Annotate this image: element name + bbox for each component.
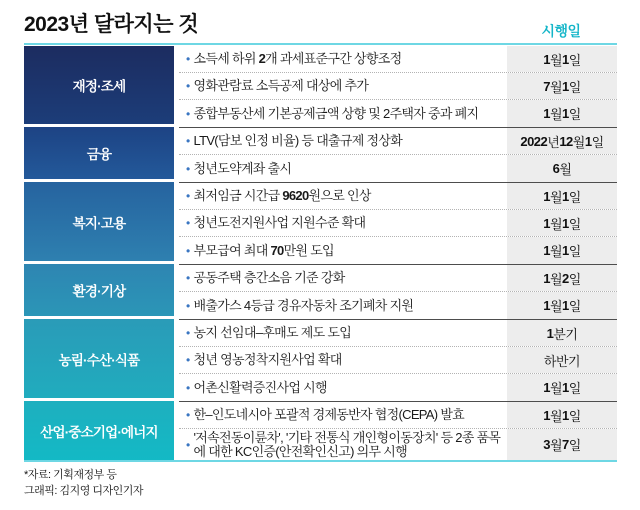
- table-row: [179, 292, 617, 319]
- bullet-icon: •: [186, 216, 190, 230]
- bullet-icon: •: [186, 437, 190, 452]
- date-text: 1: [543, 106, 550, 121]
- date-text: 7: [543, 78, 550, 94]
- date-text: 1: [562, 380, 569, 395]
- table-section: [24, 319, 617, 401]
- item-text: [194, 353, 342, 367]
- date-text: 월: [549, 52, 562, 68]
- date-text: 년: [547, 134, 560, 150]
- item-text-segment: 부모급여 최대: [193, 242, 271, 258]
- bullet-icon: •: [186, 408, 190, 422]
- item-cell: [179, 292, 505, 319]
- bullet-icon: •: [186, 353, 190, 367]
- date-text: 일: [568, 299, 581, 314]
- date-text: 1: [543, 380, 550, 395]
- date-text: 월: [549, 408, 562, 424]
- section-rows: [179, 46, 617, 127]
- item-text: [194, 299, 414, 313]
- item-text: [194, 271, 345, 285]
- item-text-segment: '저속전동이륜차', '기타 전통식 개인형이동장치' 등 2종 품목에 대한 KC인증(안전확인신고) 의무 시행: [193, 429, 501, 459]
- date-text: 월: [549, 216, 562, 232]
- item-text: [194, 381, 327, 395]
- date-text: 일: [568, 408, 581, 424]
- date-cell: [505, 402, 617, 428]
- item-cell: [179, 100, 505, 127]
- table-row: [179, 265, 617, 292]
- bullet-icon: •: [186, 161, 190, 176]
- item-text: [194, 162, 292, 176]
- item-cell: [179, 374, 505, 401]
- date-cell: [505, 429, 617, 460]
- date-text: 월: [549, 271, 562, 287]
- item-cell: [179, 155, 505, 182]
- date-text: 1: [543, 243, 550, 258]
- item-text-bold: 70: [270, 242, 284, 258]
- date-text: 1: [562, 51, 569, 67]
- category-cell: 농림·수산·식품: [24, 319, 174, 401]
- item-cell: [179, 429, 505, 460]
- date-text: 7: [562, 437, 569, 452]
- footer-divider: [24, 460, 617, 462]
- table-row: [179, 183, 617, 210]
- page-title: 2023년 달라지는 것: [24, 13, 199, 36]
- table-row: [179, 347, 617, 374]
- date-cell: [505, 100, 617, 127]
- item-cell: [179, 183, 505, 209]
- date-text: 월: [549, 299, 562, 314]
- date-text: 1: [562, 407, 569, 423]
- item-text: [194, 79, 369, 93]
- item-text-segment: 어촌신활력증진사업 시행: [193, 379, 327, 395]
- table-row: [179, 128, 617, 155]
- date-cell: [505, 347, 617, 373]
- item-text-segment: 영화관람료 소득공제 대상에 추가: [193, 78, 369, 93]
- item-text-segment: 종합부동산세 기본공제금액 상향 및 2주택자 중과 폐지: [193, 105, 479, 121]
- item-cell: [179, 210, 505, 236]
- item-text-segment: 원으로 인상: [308, 188, 371, 203]
- date-cell: [505, 292, 617, 319]
- header-divider: [24, 43, 617, 45]
- date-text: 1: [562, 106, 569, 121]
- date-text: 1: [543, 298, 550, 313]
- changes-table: [24, 46, 617, 460]
- table-row: [179, 429, 617, 460]
- item-text-segment: LTV(담보 인정 비율) 등 대출규제 정상화: [193, 133, 403, 148]
- item-cell: [179, 320, 505, 346]
- date-text: 일: [568, 52, 581, 68]
- bullet-icon: •: [186, 243, 190, 258]
- date-text: 3: [543, 437, 550, 452]
- bullet-icon: •: [186, 79, 190, 93]
- category-cell: 산업·중소기업·에너지: [24, 401, 174, 460]
- date-text: 1: [562, 215, 569, 231]
- date-text: 월: [549, 381, 562, 396]
- table-row: [179, 155, 617, 182]
- bullet-icon: •: [186, 298, 190, 313]
- table-row: [179, 237, 617, 264]
- date-text: 1: [562, 298, 569, 313]
- item-cell: [179, 402, 505, 428]
- table-row: [179, 210, 617, 237]
- item-text-segment: 청년 영농정착지원사업 확대: [193, 352, 342, 367]
- date-text: 1: [584, 133, 592, 149]
- date-text: 일: [568, 216, 581, 232]
- item-text: [194, 431, 505, 459]
- date-column-header: 시행일: [541, 23, 581, 39]
- footer-source: *자료: 기획재정부 등: [24, 469, 117, 481]
- table-section: [24, 127, 617, 182]
- date-cell: [505, 210, 617, 236]
- item-cell: [179, 73, 505, 99]
- date-text: 2: [562, 270, 569, 286]
- item-text: [194, 52, 402, 66]
- item-text: [194, 408, 465, 422]
- date-cell: [505, 237, 617, 264]
- table-row: [179, 46, 617, 73]
- bullet-icon: •: [186, 52, 190, 66]
- footer-credit: 그래픽: 김지영 디자인기자: [24, 485, 144, 497]
- date-text: 일: [568, 271, 581, 287]
- item-text: [194, 216, 366, 230]
- item-cell: [179, 237, 505, 264]
- item-cell: [179, 128, 505, 154]
- bullet-icon: •: [186, 380, 190, 395]
- date-cell: [505, 320, 617, 346]
- item-text-segment: 배출가스 4등급 경유자동차 조기폐차 지원: [193, 297, 414, 313]
- table-row: [179, 374, 617, 401]
- date-text: 1: [543, 215, 550, 231]
- section-rows: [179, 264, 617, 319]
- date-text: 월: [549, 107, 562, 122]
- item-cell: [179, 46, 505, 72]
- date-text: 하반기: [543, 353, 581, 369]
- item-text-segment: 한–인도네시아 포괄적 경제동반자 협정(CEPA) 발효: [193, 407, 465, 422]
- date-text: 월: [549, 438, 562, 453]
- date-text: 일: [568, 381, 581, 396]
- date-text: 월: [549, 244, 562, 259]
- bullet-icon: •: [186, 271, 190, 285]
- item-text-segment: 개 과세표준구간 상향조정: [265, 51, 402, 66]
- date-text: 분기: [553, 326, 578, 342]
- date-text: 일: [591, 134, 604, 150]
- item-text: [194, 326, 352, 340]
- date-text: 일: [568, 107, 581, 122]
- date-text: 1: [543, 188, 550, 204]
- table-row: [179, 73, 617, 100]
- item-cell: [179, 347, 505, 373]
- date-cell: [505, 183, 617, 209]
- item-text-segment: 최저임금 시간급: [193, 188, 283, 203]
- date-text: 1: [562, 243, 569, 258]
- date-text: 월: [559, 162, 572, 177]
- date-text: 월: [549, 79, 562, 95]
- bullet-icon: •: [186, 134, 190, 148]
- item-cell: [179, 265, 505, 291]
- item-text-segment: 농지 선임대–후매도 제도 도입: [193, 325, 352, 340]
- section-rows: [179, 127, 617, 182]
- date-cell: [505, 265, 617, 291]
- item-text-segment: 청년도약계좌 출시: [193, 160, 292, 176]
- date-text: 일: [568, 244, 581, 259]
- item-text: [194, 107, 479, 121]
- bullet-icon: •: [186, 106, 190, 121]
- date-text: 1: [562, 188, 569, 204]
- date-cell: [505, 73, 617, 99]
- section-rows: [179, 319, 617, 401]
- category-cell: 재정·조세: [24, 46, 174, 127]
- section-rows: [179, 401, 617, 460]
- item-text-bold: 2: [258, 51, 266, 66]
- date-text: 2022: [520, 133, 548, 149]
- item-text-segment: 소득세 하위: [193, 51, 259, 66]
- category-cell: 금융: [24, 127, 174, 182]
- date-cell: [505, 374, 617, 401]
- table-section: [24, 264, 617, 319]
- date-text: 일: [568, 438, 581, 453]
- date-cell: [505, 46, 617, 72]
- date-cell: [505, 155, 617, 182]
- table-row: [179, 402, 617, 429]
- table-section: [24, 46, 617, 127]
- date-text: 12: [559, 133, 573, 149]
- date-text: 월: [572, 134, 585, 150]
- date-text: 1: [562, 78, 569, 94]
- item-text-segment: 공동주택 층간소음 기준 강화: [193, 270, 345, 285]
- category-cell: 복지·고용: [24, 182, 174, 264]
- date-text: 일: [568, 189, 581, 205]
- bullet-icon: •: [186, 189, 190, 203]
- item-text-segment: 만원 도입: [283, 242, 334, 258]
- date-text: 1: [543, 407, 550, 423]
- table-section: [24, 401, 617, 460]
- date-text: 6: [552, 161, 560, 176]
- item-text-bold: 9620: [282, 188, 309, 203]
- date-text: 월: [549, 189, 562, 205]
- date-cell: [505, 128, 617, 154]
- date-text: 1: [543, 51, 550, 67]
- bullet-icon: •: [186, 326, 190, 340]
- item-text-segment: 청년도전지원사업 지원수준 확대: [193, 215, 366, 230]
- table-row: [179, 320, 617, 347]
- date-text: 1: [543, 270, 550, 286]
- table-section: [24, 182, 617, 264]
- item-text: [194, 189, 371, 203]
- section-rows: [179, 182, 617, 264]
- item-text: [194, 134, 403, 148]
- item-text: [194, 244, 334, 258]
- category-cell: 환경·기상: [24, 264, 174, 319]
- date-text: 1: [546, 325, 554, 341]
- date-text: 일: [568, 79, 581, 95]
- table-row: [179, 100, 617, 127]
